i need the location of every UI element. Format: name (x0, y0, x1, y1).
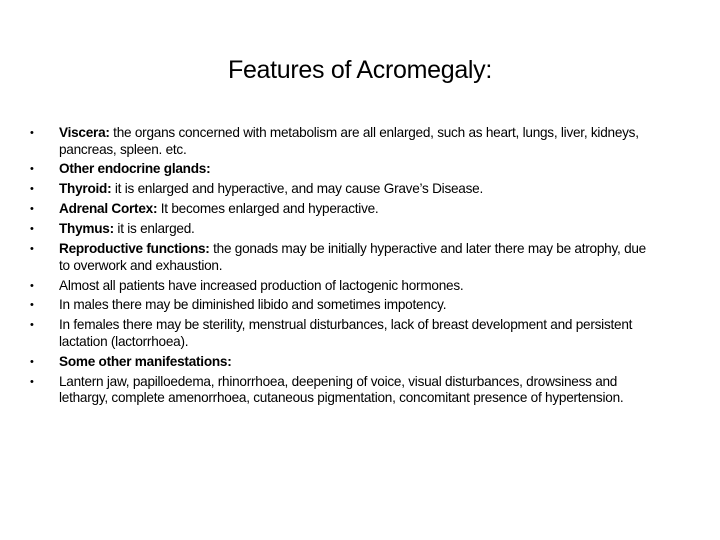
item-text: In males there may be diminished libido and sometimes impotency. (59, 297, 447, 313)
list-item (30, 317, 650, 350)
item-text: the organs concerned with metabolism are all enlarged, such as heart, lungs, liver, kidneys, pancreas, spleen. etc. (59, 125, 639, 157)
list-item (30, 125, 650, 158)
bullet-icon: • (30, 319, 34, 332)
bullet-icon: • (30, 127, 34, 139)
item-text: Lantern jaw, papilloedema, rhinorrhoea, deepening of voice, visual disturbances, drowsiness and lethargy, complete amenorrhoea, cutaneous pigmentation, concomitant presence of hypertension. (59, 373, 624, 406)
item-heading: Adrenal Cortex: (59, 201, 158, 217)
list-item (30, 297, 650, 314)
item-text: It becomes enlarged and hyperactive. (157, 201, 379, 217)
item-heading: Some other manifestations: (59, 353, 232, 369)
item-heading: Thyroid: (59, 181, 112, 197)
bullet-icon: • (30, 243, 34, 256)
item-heading: Viscera: (59, 125, 110, 140)
bullet-icon: • (30, 375, 34, 388)
bullet-icon: • (30, 183, 34, 196)
slide-title: Features of Acromegaly: (227, 56, 493, 84)
list-item (30, 374, 650, 407)
list-item (30, 181, 650, 198)
item-heading: Thymus: (59, 221, 114, 237)
bullet-icon: • (30, 279, 34, 292)
item-text: Almost all patients have increased production of lactogenic hormones. (59, 277, 464, 293)
list-item (30, 354, 650, 371)
list-item (30, 241, 650, 274)
list-item (30, 278, 650, 295)
bullet-list (30, 125, 650, 410)
item-text: In females there may be sterility, menstrual disturbances, lack of breast development and persistent lactation (lactorrhoea). (59, 317, 633, 349)
item-text: the gonads may be initially hyperactive and later there may be atrophy, due to overwork and exhaustion. (59, 241, 646, 273)
item-text: it is enlarged and hyperactive, and may cause Grave’s Disease. (111, 181, 484, 197)
item-heading: Other endocrine glands: (59, 161, 211, 177)
list-item (30, 221, 650, 238)
item-heading: Reproductive functions: (59, 241, 210, 257)
item-text: it is enlarged. (113, 221, 195, 237)
bullet-icon: • (30, 299, 34, 312)
list-item (30, 201, 650, 218)
list-item (30, 161, 650, 178)
bullet-icon: • (30, 163, 34, 176)
bullet-icon: • (30, 203, 34, 216)
bullet-icon: • (30, 223, 34, 236)
bullet-icon: • (30, 355, 34, 368)
